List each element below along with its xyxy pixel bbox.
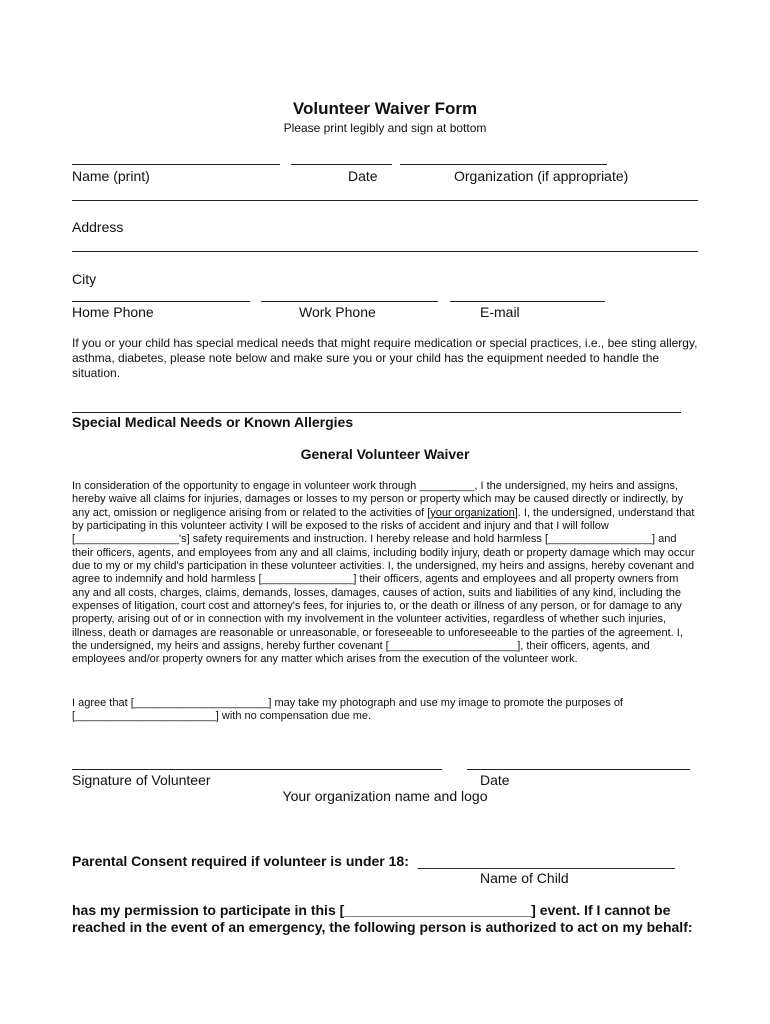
medical-label: Special Medical Needs or Known Allergies <box>72 414 354 430</box>
address-label: Address <box>72 219 124 235</box>
work-phone-line[interactable] <box>261 301 438 302</box>
home-phone-label: Home Phone <box>72 304 154 320</box>
waiver-heading: General Volunteer Waiver <box>300 446 470 462</box>
parental-consent-label: Parental Consent required if volunteer is under 18: <box>72 853 409 869</box>
date-label: Date <box>348 168 378 184</box>
email-label: E-mail <box>480 304 520 320</box>
organization-line[interactable] <box>400 164 607 165</box>
city-label: City <box>72 271 97 287</box>
city-line[interactable] <box>72 251 698 252</box>
signature-line[interactable] <box>72 769 442 770</box>
child-name-blank[interactable]: _________________________________ <box>417 853 675 869</box>
permission-paragraph: has my permission to participate in this [________________________] event. If I cannot be reached in the event of an emergency, the following person is authorized to act on my behalf: <box>72 902 693 935</box>
home-phone-line[interactable] <box>72 301 250 302</box>
waiver-text-start: In consideration of the opportunity to engage in volunteer work through _________, I the undersigned, my heirs and assigns, hereby waive all claims for injuries, damages or losses to my person or property which may be caused directly or indirectly, by any act, omission or negligence arising from or related to the activities of [ <box>72 480 684 519</box>
name-label: Name (print) <box>72 168 150 184</box>
waiver-org-name: your organization <box>430 506 515 519</box>
organization-label: Organization (if appropriate) <box>454 168 629 184</box>
signature-label: Signature of Volunteer <box>72 772 211 788</box>
waiver-text-end: ]. I, the undersigned, understand that by participating in this volunteer activity I will be exposed to the risks of accident and injury and that I will follow [_________________'s] safety requirements and instruction. I hereby release and hold harmless [_________________] and their officers, agents, and employees from any and all claims, including bodily injury, death or property damage which may occur due to my or my child's participation in these volunteer activities. I, the undersigned, my heirs and assigns, hereby covenant and agree to indemnify and hold harmless [_______________] their officers, agents and employees and all property owners from any and all costs, charges, claims, demands, losses, damages, causes of action, suits and liabilities of any kind, including the expenses of litigation, court cost and attorney's fees, for injuries to, or the death or illness of any person, or for damage to any property, arising out of or in connection with my involvement in the volunteer activities, regardless of whether such injuries, illness, death or damages are reasonable or unreasonable, or foreseeable to unforeseeable to the parties of the agreement. I, the undersigned, my heirs and assigns, hereby further covenant [_____________________], their officers, agents, and employees and/or property owners for any matter which arises from the execution of the volunteer work. <box>72 506 695 666</box>
date-line[interactable] <box>291 164 392 165</box>
email-line[interactable] <box>450 301 605 302</box>
address-line[interactable] <box>72 200 698 201</box>
medical-intro: If you or your child has special medical needs that might require medication or special practices, i.e., bee sting allergy, asthma, diabetes, please note below and make sure you or your child has the equipment needed to handle the situation. <box>72 336 698 380</box>
waiver-paragraph <box>72 480 698 667</box>
child-name-label: Name of Child <box>480 870 569 886</box>
work-phone-label: Work Phone <box>299 304 376 320</box>
form-title: Volunteer Waiver Form <box>292 99 478 118</box>
parental-consent-row <box>72 853 675 869</box>
signature-date-label: Date <box>480 772 510 788</box>
photo-consent-paragraph: I agree that [______________________] may take my photograph and use my image to promote the purposes of [_______________________] with no compensation due me. <box>72 697 623 723</box>
signature-date-line[interactable] <box>467 769 690 770</box>
name-line[interactable] <box>72 164 280 165</box>
medical-line[interactable] <box>72 412 681 413</box>
form-subtitle: Please print legibly and sign at bottom <box>283 121 487 135</box>
organization-name-logo: Your organization name and logo <box>282 788 488 804</box>
